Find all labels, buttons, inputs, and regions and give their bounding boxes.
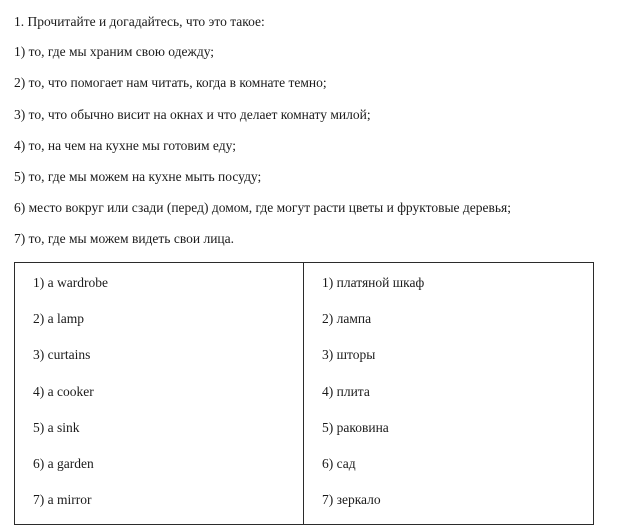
clue-item: 7) то, где мы можем видеть свои лица. <box>14 231 235 247</box>
task-title: 1. Прочитайте и догадайтесь, что это такое: <box>14 14 265 29</box>
russian-word-list <box>322 275 593 508</box>
clue-item: 2) то, что помогает нам читать, когда в комнате темно; <box>14 75 327 91</box>
vocabulary-table <box>14 262 594 525</box>
table-row: 3) curtains <box>33 347 91 363</box>
table-row: 1) a wardrobe <box>33 275 108 290</box>
table-row: 7) a mirror <box>33 492 92 508</box>
table-row: 3) шторы <box>322 347 376 363</box>
table-row: 7) зеркало <box>322 492 381 508</box>
table-row: 1) платяной шкаф <box>322 275 425 290</box>
table-row: 2) a lamp <box>33 311 84 327</box>
clue-item: 5) то, где мы можем на кухне мыть посуду; <box>14 168 262 184</box>
table-row: 6) a garden <box>33 455 94 471</box>
table-row: 6) сад <box>322 455 356 471</box>
table-row: 4) a cooker <box>33 383 94 399</box>
clue-list <box>14 44 606 247</box>
clue-item: 4) то, на чем на кухне мы готовим еду; <box>14 137 236 153</box>
table-column-english <box>15 263 304 524</box>
english-word-list <box>33 275 303 508</box>
table-row: 5) a sink <box>33 419 80 435</box>
table-row: 4) плита <box>322 383 370 399</box>
clue-item: 1) то, где мы храним свою одежду; <box>14 44 215 60</box>
table-row: 2) лампа <box>322 311 372 327</box>
table-row: 5) раковина <box>322 419 389 435</box>
clue-item: 6) место вокруг или сзади (перед) домом, где могут расти цветы и фруктовые деревья; <box>14 200 512 216</box>
table-column-russian <box>304 263 593 524</box>
clue-item: 3) то, что обычно висит на окнах и что делает комнату милой; <box>14 106 371 122</box>
